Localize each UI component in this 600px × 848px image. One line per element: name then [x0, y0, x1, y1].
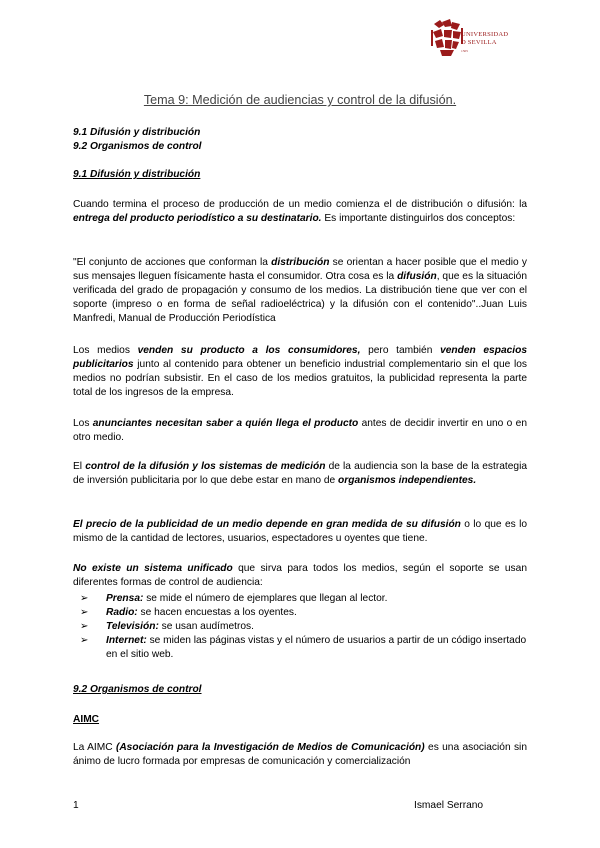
list-item-text: se miden las páginas vistas y el número de usuarios a partir de un código insertado en el sitio web. — [106, 635, 527, 660]
arrow-bullet-icon: ➢ — [80, 607, 89, 618]
paragraph-sales — [73, 344, 527, 400]
university-name — [461, 31, 508, 46]
p4-text-b: control de la difusión y los sistemas de medición — [85, 461, 326, 472]
list-item — [77, 606, 527, 620]
quote-text-e: , que es la situación verificada del grado de propagación y consumo de los medios. La distribución tiene que ver con el soporte (impreso o en forma de señal radioeléctrica) y la difusión con el contenido"..Juan Luis Manfredi, Manual de Producción Periodística — [73, 271, 527, 324]
section2-heading: 9.2 Organismos de control — [73, 684, 202, 695]
paragraph-control — [73, 460, 527, 488]
aimc-heading: AIMC — [73, 714, 100, 725]
page-title: Tema 9: Medición de audiencias y control de la difusión. — [143, 93, 457, 107]
list-item — [77, 592, 527, 606]
quote-text-d: difusión — [397, 271, 437, 282]
p1-text-c: Es importante distinguirlos dos conceptos: — [321, 213, 516, 224]
index-item-2: 9.2 Organismos de control — [73, 141, 202, 152]
p7-text-c: es una asociación sin ánimo de lucro formada por empresas de comunicación y comercialización — [73, 742, 527, 767]
p5-text-b: o lo que es lo mismo de la cantidad de lectores, usuarios, espectadores u oyentes que tiene. — [73, 519, 528, 544]
p3-text-a: Los — [73, 418, 93, 429]
list-item — [77, 620, 527, 634]
university-name-line1: UNIVERSIDAD — [461, 31, 509, 38]
paragraph-advertisers — [73, 417, 527, 445]
quote-text-a: "El conjunto de acciones que conforman la — [73, 257, 272, 268]
paragraph-distribution — [73, 198, 527, 226]
quote-text-c: se orientan a hacer posible que el medio y sus mensajes lleguen físicamente hasta el consumidor. Otra cosa es la — [73, 257, 528, 282]
p4-text-a: El — [73, 461, 86, 472]
university-tagline: 1505 — [461, 49, 468, 53]
list-item-term: Radio: — [106, 607, 138, 618]
university-logo — [430, 16, 526, 60]
list-item-text: se usan audímetros. — [158, 621, 254, 632]
paragraph-systems — [73, 562, 527, 590]
p7-text-a: La AIMC — [73, 742, 116, 753]
p2-text-d: venden espacios publicitarios — [73, 345, 527, 370]
p2-text-e: junto al contenido para obtener un beneficio industrial complementario sin el que los medios no podrían subsistir. En el caso de los medios gratuitos, la publicidad representa la parte total de los ingresos de la empresa. — [73, 359, 527, 398]
arrow-bullet-icon: ➢ — [80, 593, 89, 604]
p2-text-b: venden su producto a los consumidores, — [137, 345, 361, 356]
p1-text-b: entrega del producto periodístico a su destinatario. — [73, 213, 322, 224]
p6-text-b: que sirva para todos los medios, según el soporte se usan diferentes formas de control de audiencia: — [73, 563, 527, 588]
p7-text-b: (Asociación para la Investigación de Medios de Comunicación) — [115, 742, 425, 753]
university-name-line2: D SEVILLA — [461, 38, 497, 46]
university-crest-icon — [430, 18, 464, 58]
arrow-bullet-icon: ➢ — [80, 621, 89, 632]
list-item-term: Prensa: — [106, 593, 144, 604]
list-item-term: Televisión: — [106, 621, 159, 632]
p5-text-a: El precio de la publicidad de un medio depende en gran medida de su difusión — [73, 519, 461, 530]
quote-text-b: distribución — [271, 257, 330, 268]
list-item — [77, 634, 527, 662]
arrow-bullet-icon: ➢ — [80, 635, 89, 646]
p3-text-b: anunciantes necesitan saber a quién llega el producto — [92, 418, 359, 429]
paragraph-price — [73, 518, 527, 546]
p1-text-a: Cuando termina el proceso de producción de un medio comienza el de distribución o difusión: la — [73, 199, 527, 210]
paragraph-aimc — [73, 741, 527, 769]
section1-heading: 9.1 Difusión y distribución — [73, 169, 201, 180]
p6-text-a: No existe un sistema unificado — [73, 563, 233, 574]
p4-text-d: organismos independientes. — [338, 475, 477, 486]
list-item-text: se mide el número de ejemplares que llegan al lector. — [143, 593, 388, 604]
p2-text-a: Los medios — [73, 345, 138, 356]
index-item-1: 9.1 Difusión y distribución — [73, 127, 201, 138]
p3-text-c: antes de decidir invertir en uno o en otro medio. — [73, 418, 527, 443]
measurement-list — [77, 592, 527, 662]
p2-text-c: pero también — [360, 345, 441, 356]
list-item-term: Internet: — [106, 635, 147, 646]
page-number: 1 — [73, 800, 79, 811]
p4-text-c: de la audiencia son la base de la estrategia de inversión publicitaria por lo que debe estar en mano de — [73, 461, 528, 486]
author-name: Ismael Serrano — [414, 800, 484, 811]
quote-paragraph — [73, 256, 527, 326]
list-item-text: se hacen encuestas a los oyentes. — [137, 607, 297, 618]
